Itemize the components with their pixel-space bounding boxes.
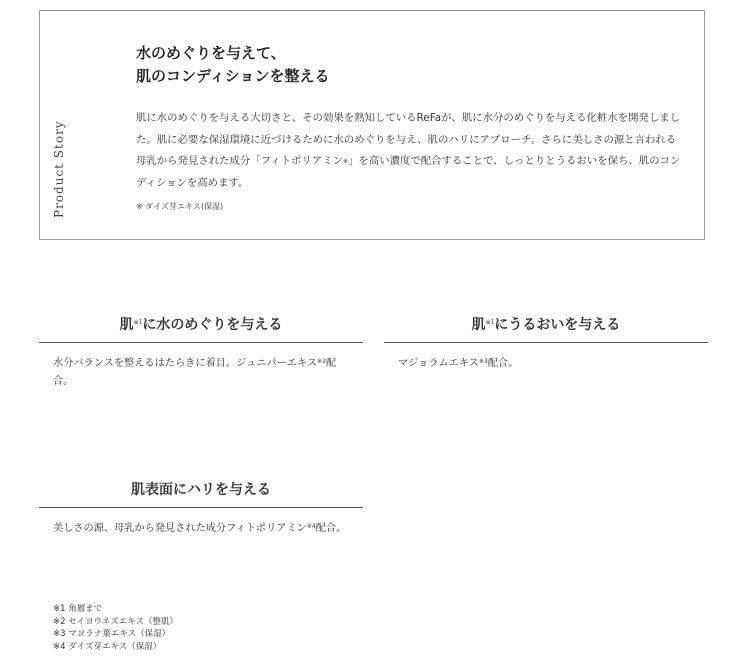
footnote-item: ※3 マヨラナ葉エキス（保湿） (53, 629, 171, 639)
feature-hydration-flow (39, 312, 363, 391)
feature-title-text: 肌 (119, 317, 134, 333)
feature-body (53, 355, 349, 391)
story-body-mark: ※ (342, 158, 349, 165)
story-title-line2: 肌のコンディションを整える (136, 67, 330, 85)
footnote-mark: ※2 (317, 358, 327, 365)
footnote-mark: ※1 (133, 319, 143, 326)
feature-title-text: 肌 (471, 317, 486, 333)
footnote-mark: ※1 (485, 319, 495, 326)
feature-body-text: マジョラムエキス (398, 358, 479, 369)
feature-body-text: 配合。 (53, 358, 337, 387)
footnote-item: ※1 角層まで (53, 604, 103, 614)
footnote-mark: ※4 (306, 523, 316, 530)
feature-title (39, 312, 363, 343)
story-body-text: 肌に水のめぐりを与える大切さと、その効果を熟知しているReFaが、肌に水分のめぐりを与える化粧水を開発しました。肌に必要な保湿環境に近づけるために水のめぐりを与え、肌のハリにアプローチ。さらに美しさの源と言われる母乳から発見された成分「フィトポリアミン (136, 112, 681, 167)
feature-body-text: 水分バランスを整えるはたらきに着目。ジュニパーエキス (53, 358, 318, 369)
story-body-text-end: 」を高い濃度で配合することで、しっとりとうるおいを保ち、肌のコンディションを高めます。 (136, 155, 681, 189)
feature-body (53, 520, 349, 538)
feature-body-text: 美しさの源、母乳から発見された成分フィトポリアミン (53, 523, 307, 534)
feature-body-text: 配合。 (315, 523, 347, 534)
product-story-label: Product Story (52, 120, 66, 218)
footnote-item: ※4 ダイズ芽エキス（保湿） (53, 641, 162, 652)
feature-title-text: に水のめぐりを与える (142, 317, 283, 333)
story-title (136, 42, 330, 88)
feature-body (398, 355, 694, 373)
footnote-mark: ※3 (479, 358, 488, 365)
feature-firmness (39, 477, 363, 538)
feature-title: 肌表面にハリを与える (39, 477, 363, 508)
footnote-item: ※2 セイヨウネズエキス（整肌） (53, 616, 179, 627)
story-body (136, 108, 686, 194)
feature-title-text: にうるおいを与える (494, 317, 621, 333)
footnotes (53, 603, 178, 653)
feature-body-text: 配合。 (487, 358, 519, 369)
story-note: ※ ダイズ芽エキス(保湿) (136, 202, 224, 211)
story-title-line1: 水のめぐりを与えて、 (136, 44, 286, 62)
feature-title (384, 312, 708, 343)
feature-moisture (384, 312, 708, 373)
